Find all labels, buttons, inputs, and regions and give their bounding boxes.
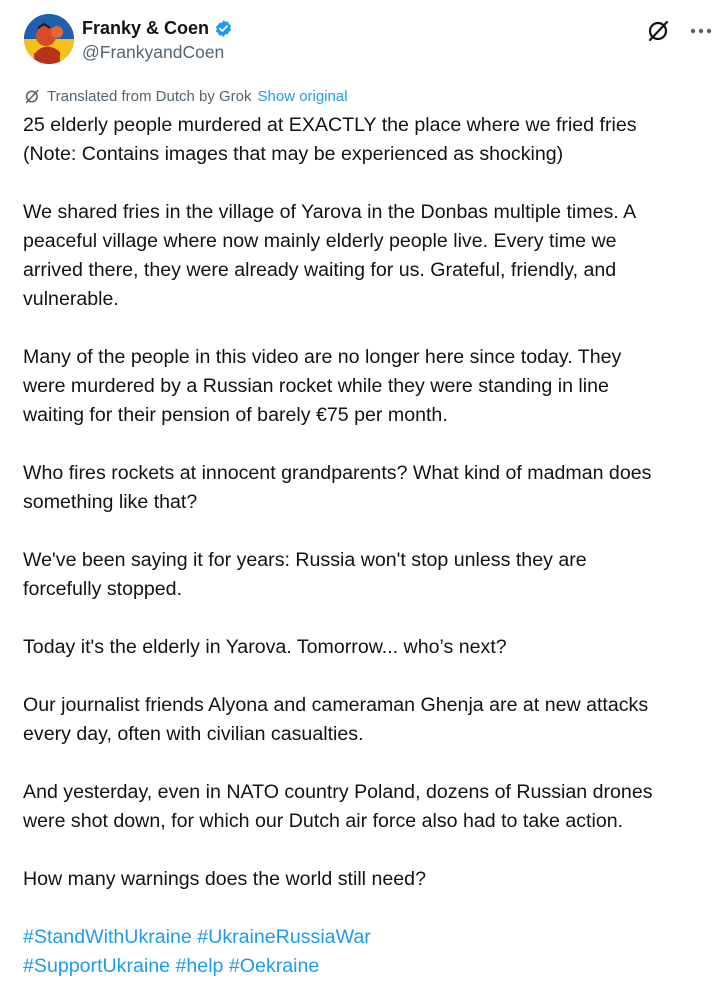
grok-icon [24, 88, 41, 105]
tweet-line: Today it's the elderly in Yarova. Tomorrow... who’s next? [23, 636, 507, 658]
tweet-line: every day, often with civilian casualties. [23, 723, 364, 745]
tweet-paragraph [23, 111, 723, 169]
show-original-link[interactable]: Show original [257, 87, 348, 105]
verified-badge-icon [214, 19, 233, 38]
tweet-line: waiting for their pension of barely €75 per month. [23, 404, 448, 426]
tweet-line: (Note: Contains images that may be experienced as shocking) [23, 143, 564, 165]
hashtag-link[interactable]: #SupportUkraine [23, 955, 171, 977]
hashtags [23, 923, 723, 981]
author-handle[interactable]: @FrankyandCoen [82, 42, 225, 62]
tweet-line: And yesterday, even in NATO country Poland, dozens of Russian drones [23, 781, 653, 803]
tweet-line: were murdered by a Russian rocket while they were standing in line [23, 375, 609, 397]
tweet-paragraph [23, 459, 723, 517]
avatar[interactable] [24, 14, 74, 64]
tweet-line: Many of the people in this video are no longer here since today. They [23, 346, 622, 368]
tweet-paragraph [23, 778, 723, 836]
tweet-line: 25 elderly people murdered at EXACTLY the place where we fried fries [23, 114, 637, 136]
author-info [82, 16, 233, 63]
tweet-line: We shared fries in the village of Yarova in the Donbas multiple times. A [23, 201, 637, 223]
translation-notice [24, 86, 348, 106]
more-options-icon[interactable] [688, 18, 714, 44]
tweet-line: something like that? [23, 491, 198, 513]
hashtag-line [23, 923, 723, 952]
tweet-line: peaceful village where now mainly elderly people live. Every time we [23, 230, 617, 252]
hashtag-link[interactable]: #StandWithUkraine [23, 926, 192, 948]
tweet-line: We've been saying it for years: Russia won't stop unless they are [23, 549, 587, 571]
tweet-line: Who fires rockets at innocent grandparents? What kind of madman does [23, 462, 652, 484]
tweet-paragraph [23, 343, 723, 430]
tweet-line: arrived there, they were already waiting for us. Grateful, friendly, and [23, 259, 617, 281]
tweet-header [24, 14, 714, 70]
hashtag-line [23, 952, 723, 981]
translation-label: Translated from Dutch by Grok [47, 87, 252, 105]
tweet-paragraph [23, 198, 723, 314]
grok-icon[interactable] [646, 18, 672, 44]
tweet-line: vulnerable. [23, 288, 119, 310]
display-name[interactable]: Franky & Coen [82, 17, 210, 38]
tweet-paragraph [23, 546, 723, 604]
tweet-line: Our journalist friends Alyona and cameraman Ghenja are at new attacks [23, 694, 649, 716]
tweet-text [23, 111, 723, 981]
hashtag-link[interactable]: #Oekraine [228, 955, 320, 977]
hashtag-link[interactable]: #help [175, 955, 224, 977]
tweet-line: forcefully stopped. [23, 578, 183, 600]
tweet-paragraph [23, 691, 723, 749]
tweet-line: were shot down, for which our Dutch air force also had to take action. [23, 810, 624, 832]
tweet-paragraph [23, 865, 723, 894]
tweet-line: How many warnings does the world still need? [23, 868, 426, 890]
tweet-paragraph [23, 633, 723, 662]
hashtag-link[interactable]: #UkraineRussiaWar [197, 926, 371, 948]
